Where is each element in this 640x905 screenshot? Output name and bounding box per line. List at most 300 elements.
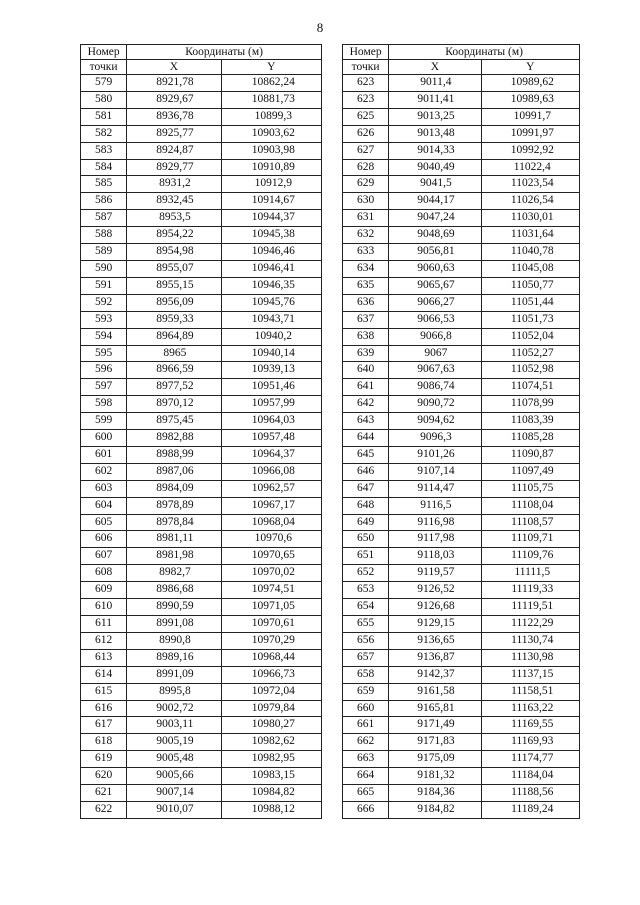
x-coordinate-cell: 9181,32	[389, 768, 481, 785]
table-row	[81, 565, 322, 582]
point-number-cell: 614	[81, 666, 127, 683]
table-row	[81, 683, 322, 700]
x-coordinate-cell: 9005,66	[127, 768, 221, 785]
point-number-cell: 582	[81, 125, 127, 142]
y-coordinate-cell: 10992,92	[481, 142, 579, 159]
y-coordinate-cell: 10946,46	[221, 244, 321, 261]
y-coordinate-cell: 10989,62	[481, 75, 579, 92]
coordinates-header: Координаты (м)	[389, 45, 580, 60]
point-number-cell: 657	[343, 649, 389, 666]
y-coordinate-cell: 10903,98	[221, 142, 321, 159]
table-row	[81, 75, 322, 92]
x-coordinate-cell: 9065,67	[389, 277, 481, 294]
table-row	[81, 497, 322, 514]
y-coordinate-cell: 11074,51	[481, 379, 579, 396]
y-header: Y	[481, 60, 579, 75]
x-coordinate-cell: 9041,5	[389, 176, 481, 193]
y-coordinate-cell: 11050,77	[481, 277, 579, 294]
y-coordinate-cell: 11174,77	[481, 751, 579, 768]
y-coordinate-cell: 10966,73	[221, 666, 321, 683]
point-number-cell: 587	[81, 210, 127, 227]
table-row	[81, 599, 322, 616]
y-coordinate-cell: 10962,57	[221, 480, 321, 497]
table-row	[343, 294, 580, 311]
table-row	[81, 463, 322, 480]
point-number-cell: 643	[343, 413, 389, 430]
y-coordinate-cell: 10970,02	[221, 565, 321, 582]
y-coordinate-cell: 11090,87	[481, 446, 579, 463]
y-coordinate-cell: 10899,3	[221, 108, 321, 125]
y-coordinate-cell: 11158,51	[481, 683, 579, 700]
point-number-cell: 605	[81, 514, 127, 531]
number-header-line2: точки	[81, 60, 127, 75]
y-coordinate-cell: 10968,04	[221, 514, 321, 531]
point-number-cell: 630	[343, 193, 389, 210]
table-row	[81, 176, 322, 193]
point-number-cell: 649	[343, 514, 389, 531]
point-number-cell: 662	[343, 734, 389, 751]
y-coordinate-cell: 11109,71	[481, 531, 579, 548]
point-number-cell: 619	[81, 751, 127, 768]
x-coordinate-cell: 9044,17	[389, 193, 481, 210]
table-row	[343, 649, 580, 666]
table-row	[81, 649, 322, 666]
y-coordinate-cell: 10881,73	[221, 91, 321, 108]
table-row	[343, 565, 580, 582]
point-number-cell: 613	[81, 649, 127, 666]
x-coordinate-cell: 8987,06	[127, 463, 221, 480]
y-coordinate-cell: 11130,74	[481, 632, 579, 649]
table-row	[343, 717, 580, 734]
table-row	[81, 446, 322, 463]
point-number-cell: 634	[343, 260, 389, 277]
x-coordinate-cell: 8990,8	[127, 632, 221, 649]
x-coordinate-cell: 8929,67	[127, 91, 221, 108]
y-coordinate-cell: 11030,01	[481, 210, 579, 227]
x-coordinate-cell: 9090,72	[389, 396, 481, 413]
table-row	[81, 548, 322, 565]
y-coordinate-cell: 11163,22	[481, 700, 579, 717]
x-coordinate-cell: 9126,52	[389, 582, 481, 599]
number-header-line2: точки	[343, 60, 389, 75]
x-coordinate-cell: 8924,87	[127, 142, 221, 159]
point-number-cell: 621	[81, 785, 127, 802]
y-coordinate-cell: 10970,6	[221, 531, 321, 548]
point-number-cell: 656	[343, 632, 389, 649]
x-coordinate-cell: 9114,47	[389, 480, 481, 497]
y-coordinate-cell: 10940,14	[221, 345, 321, 362]
point-number-cell: 616	[81, 700, 127, 717]
point-number-cell: 608	[81, 565, 127, 582]
point-number-cell: 623	[343, 75, 389, 92]
table-row	[343, 683, 580, 700]
x-coordinate-cell: 9005,19	[127, 734, 221, 751]
table-row	[343, 734, 580, 751]
table-row	[81, 801, 322, 818]
table-row	[343, 277, 580, 294]
y-coordinate-cell: 10970,29	[221, 632, 321, 649]
table-row	[343, 666, 580, 683]
table-row	[343, 244, 580, 261]
point-number-cell: 620	[81, 768, 127, 785]
x-coordinate-cell: 8966,59	[127, 362, 221, 379]
table-row	[81, 751, 322, 768]
table-row	[81, 210, 322, 227]
y-coordinate-cell: 11111,5	[481, 565, 579, 582]
y-coordinate-cell: 10862,24	[221, 75, 321, 92]
point-number-cell: 579	[81, 75, 127, 92]
table-row	[81, 91, 322, 108]
point-number-cell: 647	[343, 480, 389, 497]
point-number-cell: 603	[81, 480, 127, 497]
y-coordinate-cell: 11122,29	[481, 616, 579, 633]
y-coordinate-cell: 10982,62	[221, 734, 321, 751]
point-number-cell: 648	[343, 497, 389, 514]
point-number-cell: 615	[81, 683, 127, 700]
number-header-line1: Номер	[81, 45, 127, 60]
point-number-cell: 596	[81, 362, 127, 379]
table-row	[81, 328, 322, 345]
point-number-cell: 629	[343, 176, 389, 193]
point-number-cell: 598	[81, 396, 127, 413]
table-row	[81, 260, 322, 277]
x-coordinate-cell: 8991,08	[127, 616, 221, 633]
point-number-cell: 640	[343, 362, 389, 379]
x-coordinate-cell: 9116,98	[389, 514, 481, 531]
y-coordinate-cell: 10945,76	[221, 294, 321, 311]
x-coordinate-cell: 8982,7	[127, 565, 221, 582]
point-number-cell: 625	[343, 108, 389, 125]
table-row	[81, 227, 322, 244]
y-coordinate-cell: 10946,35	[221, 277, 321, 294]
y-coordinate-cell: 11108,57	[481, 514, 579, 531]
y-coordinate-cell: 10939,13	[221, 362, 321, 379]
table-row	[343, 396, 580, 413]
x-coordinate-cell: 8921,78	[127, 75, 221, 92]
x-coordinate-cell: 9014,33	[389, 142, 481, 159]
y-coordinate-cell: 10912,9	[221, 176, 321, 193]
x-coordinate-cell: 9086,74	[389, 379, 481, 396]
x-coordinate-cell: 9060,63	[389, 260, 481, 277]
x-coordinate-cell: 8954,98	[127, 244, 221, 261]
x-coordinate-cell: 8965	[127, 345, 221, 362]
y-coordinate-cell: 10945,38	[221, 227, 321, 244]
table-row	[81, 159, 322, 176]
y-coordinate-cell: 11051,44	[481, 294, 579, 311]
x-coordinate-cell: 9013,48	[389, 125, 481, 142]
x-coordinate-cell: 9107,14	[389, 463, 481, 480]
y-coordinate-cell: 10979,84	[221, 700, 321, 717]
y-coordinate-cell: 10914,67	[221, 193, 321, 210]
y-coordinate-cell: 10967,17	[221, 497, 321, 514]
x-coordinate-cell: 9002,72	[127, 700, 221, 717]
y-coordinate-cell: 11031,64	[481, 227, 579, 244]
table-row	[81, 531, 322, 548]
table-row	[81, 379, 322, 396]
table-row	[81, 632, 322, 649]
x-coordinate-cell: 8970,12	[127, 396, 221, 413]
x-coordinate-cell: 8981,98	[127, 548, 221, 565]
table-row	[81, 785, 322, 802]
point-number-cell: 589	[81, 244, 127, 261]
x-coordinate-cell: 8953,5	[127, 210, 221, 227]
point-number-cell: 583	[81, 142, 127, 159]
table-row	[343, 700, 580, 717]
table-row	[81, 244, 322, 261]
y-coordinate-cell: 10982,95	[221, 751, 321, 768]
y-coordinate-cell: 11083,39	[481, 413, 579, 430]
point-number-cell: 595	[81, 345, 127, 362]
x-coordinate-cell: 8975,45	[127, 413, 221, 430]
point-number-cell: 601	[81, 446, 127, 463]
table-row	[81, 700, 322, 717]
y-coordinate-cell: 11169,93	[481, 734, 579, 751]
table-row	[81, 413, 322, 430]
table-row	[81, 430, 322, 447]
y-coordinate-cell: 11188,56	[481, 785, 579, 802]
x-coordinate-cell: 9067,63	[389, 362, 481, 379]
x-coordinate-cell: 8954,22	[127, 227, 221, 244]
x-coordinate-cell: 9184,82	[389, 801, 481, 818]
x-coordinate-cell: 9171,83	[389, 734, 481, 751]
y-coordinate-cell: 10991,7	[481, 108, 579, 125]
x-coordinate-cell: 9013,25	[389, 108, 481, 125]
y-coordinate-cell: 11052,04	[481, 328, 579, 345]
x-coordinate-cell: 8990,59	[127, 599, 221, 616]
point-number-cell: 641	[343, 379, 389, 396]
table-row	[343, 616, 580, 633]
y-coordinate-cell: 10957,48	[221, 430, 321, 447]
y-coordinate-cell: 10988,12	[221, 801, 321, 818]
y-coordinate-cell: 10970,61	[221, 616, 321, 633]
x-coordinate-cell: 9005,48	[127, 751, 221, 768]
y-coordinate-cell: 11045,08	[481, 260, 579, 277]
x-coordinate-cell: 9011,41	[389, 91, 481, 108]
y-coordinate-cell: 10964,37	[221, 446, 321, 463]
point-number-cell: 654	[343, 599, 389, 616]
point-number-cell: 652	[343, 565, 389, 582]
point-number-cell: 658	[343, 666, 389, 683]
point-number-cell: 665	[343, 785, 389, 802]
number-header-line1: Номер	[343, 45, 389, 60]
point-number-cell: 644	[343, 430, 389, 447]
point-number-cell: 660	[343, 700, 389, 717]
y-coordinate-cell: 11119,51	[481, 599, 579, 616]
point-number-cell: 627	[343, 142, 389, 159]
point-number-cell: 639	[343, 345, 389, 362]
x-coordinate-cell: 8981,11	[127, 531, 221, 548]
x-coordinate-cell: 9094,62	[389, 413, 481, 430]
y-coordinate-cell: 11051,73	[481, 311, 579, 328]
point-number-cell: 604	[81, 497, 127, 514]
x-coordinate-cell: 8931,2	[127, 176, 221, 193]
table-row	[343, 345, 580, 362]
y-coordinate-cell: 10972,04	[221, 683, 321, 700]
table-row	[81, 480, 322, 497]
x-coordinate-cell: 9010,07	[127, 801, 221, 818]
point-number-cell: 600	[81, 430, 127, 447]
x-coordinate-cell: 9165,81	[389, 700, 481, 717]
x-coordinate-cell: 8964,89	[127, 328, 221, 345]
y-coordinate-cell: 11109,76	[481, 548, 579, 565]
table-row	[81, 514, 322, 531]
y-coordinate-cell: 11108,04	[481, 497, 579, 514]
table-row	[343, 91, 580, 108]
y-coordinate-cell: 10964,03	[221, 413, 321, 430]
table-row	[343, 227, 580, 244]
x-coordinate-cell: 8978,89	[127, 497, 221, 514]
table-row	[81, 193, 322, 210]
table-row	[343, 582, 580, 599]
x-coordinate-cell: 8989,16	[127, 649, 221, 666]
y-coordinate-cell: 10989,63	[481, 91, 579, 108]
table-row	[343, 514, 580, 531]
point-number-cell: 594	[81, 328, 127, 345]
y-coordinate-cell: 11026,54	[481, 193, 579, 210]
point-number-cell: 642	[343, 396, 389, 413]
table-row	[343, 159, 580, 176]
y-coordinate-cell: 11105,75	[481, 480, 579, 497]
point-number-cell: 651	[343, 548, 389, 565]
point-number-cell: 602	[81, 463, 127, 480]
table-row	[81, 616, 322, 633]
x-coordinate-cell: 9048,69	[389, 227, 481, 244]
table-row	[81, 277, 322, 294]
point-number-cell: 607	[81, 548, 127, 565]
table-row	[343, 311, 580, 328]
x-coordinate-cell: 9096,3	[389, 430, 481, 447]
table-row	[81, 666, 322, 683]
y-coordinate-cell: 10957,99	[221, 396, 321, 413]
point-number-cell: 606	[81, 531, 127, 548]
y-coordinate-cell: 10974,51	[221, 582, 321, 599]
point-number-cell: 650	[343, 531, 389, 548]
x-coordinate-cell: 9129,15	[389, 616, 481, 633]
point-number-cell: 618	[81, 734, 127, 751]
point-number-cell: 584	[81, 159, 127, 176]
table-row	[343, 497, 580, 514]
table-body-right	[343, 75, 580, 819]
y-coordinate-cell: 10971,05	[221, 599, 321, 616]
point-number-cell: 635	[343, 277, 389, 294]
point-number-cell: 632	[343, 227, 389, 244]
point-number-cell: 645	[343, 446, 389, 463]
table-row	[343, 599, 580, 616]
x-coordinate-cell: 8936,78	[127, 108, 221, 125]
x-coordinate-cell: 9066,8	[389, 328, 481, 345]
x-coordinate-cell: 9066,53	[389, 311, 481, 328]
point-number-cell: 590	[81, 260, 127, 277]
y-coordinate-cell: 10940,2	[221, 328, 321, 345]
table-row	[81, 582, 322, 599]
table-row	[343, 531, 580, 548]
point-number-cell: 597	[81, 379, 127, 396]
y-coordinate-cell: 11184,04	[481, 768, 579, 785]
table-row	[343, 108, 580, 125]
point-number-cell: 623	[343, 91, 389, 108]
x-coordinate-cell: 9101,26	[389, 446, 481, 463]
point-number-cell: 612	[81, 632, 127, 649]
table-row	[81, 108, 322, 125]
x-coordinate-cell: 9175,09	[389, 751, 481, 768]
y-coordinate-cell: 10980,27	[221, 717, 321, 734]
x-coordinate-cell: 8988,99	[127, 446, 221, 463]
x-coordinate-cell: 8991,09	[127, 666, 221, 683]
y-coordinate-cell: 10944,37	[221, 210, 321, 227]
point-number-cell: 593	[81, 311, 127, 328]
point-number-cell: 588	[81, 227, 127, 244]
y-coordinate-cell: 11052,27	[481, 345, 579, 362]
y-coordinate-cell: 11130,98	[481, 649, 579, 666]
point-number-cell: 591	[81, 277, 127, 294]
point-number-cell: 610	[81, 599, 127, 616]
table-row	[81, 734, 322, 751]
x-coordinate-cell: 8995,8	[127, 683, 221, 700]
table-row	[343, 328, 580, 345]
table-row	[81, 717, 322, 734]
y-coordinate-cell: 10983,15	[221, 768, 321, 785]
point-number-cell: 628	[343, 159, 389, 176]
y-header: Y	[221, 60, 321, 75]
x-coordinate-cell: 9067	[389, 345, 481, 362]
point-number-cell: 661	[343, 717, 389, 734]
x-coordinate-cell: 9066,27	[389, 294, 481, 311]
x-coordinate-cell: 9142,37	[389, 666, 481, 683]
table-row	[343, 142, 580, 159]
point-number-cell: 599	[81, 413, 127, 430]
table-row	[343, 548, 580, 565]
point-number-cell: 646	[343, 463, 389, 480]
x-coordinate-cell: 9116,5	[389, 497, 481, 514]
y-coordinate-cell: 11119,33	[481, 582, 579, 599]
x-coordinate-cell: 9117,98	[389, 531, 481, 548]
table-row	[343, 176, 580, 193]
y-coordinate-cell: 11022,4	[481, 159, 579, 176]
x-coordinate-cell: 8984,09	[127, 480, 221, 497]
table-row	[343, 751, 580, 768]
point-number-cell: 626	[343, 125, 389, 142]
y-coordinate-cell: 10970,65	[221, 548, 321, 565]
point-number-cell: 664	[343, 768, 389, 785]
table-row	[81, 311, 322, 328]
coordinates-header: Координаты (м)	[127, 45, 322, 60]
x-coordinate-cell: 8977,52	[127, 379, 221, 396]
point-number-cell: 611	[81, 616, 127, 633]
point-number-cell: 592	[81, 294, 127, 311]
y-coordinate-cell: 10966,08	[221, 463, 321, 480]
x-header: X	[127, 60, 221, 75]
table-row	[343, 260, 580, 277]
point-number-cell: 638	[343, 328, 389, 345]
table-row	[81, 142, 322, 159]
point-number-cell: 580	[81, 91, 127, 108]
point-number-cell: 663	[343, 751, 389, 768]
x-coordinate-cell: 8978,84	[127, 514, 221, 531]
x-coordinate-cell: 9003,11	[127, 717, 221, 734]
y-coordinate-cell: 11189,24	[481, 801, 579, 818]
x-header: X	[389, 60, 481, 75]
x-coordinate-cell: 8929,77	[127, 159, 221, 176]
y-coordinate-cell: 10984,82	[221, 785, 321, 802]
table-row	[343, 785, 580, 802]
point-number-cell: 622	[81, 801, 127, 818]
table-row	[81, 768, 322, 785]
table-row	[343, 413, 580, 430]
y-coordinate-cell: 10991,97	[481, 125, 579, 142]
x-coordinate-cell: 9047,24	[389, 210, 481, 227]
point-number-cell: 631	[343, 210, 389, 227]
y-coordinate-cell: 11023,54	[481, 176, 579, 193]
